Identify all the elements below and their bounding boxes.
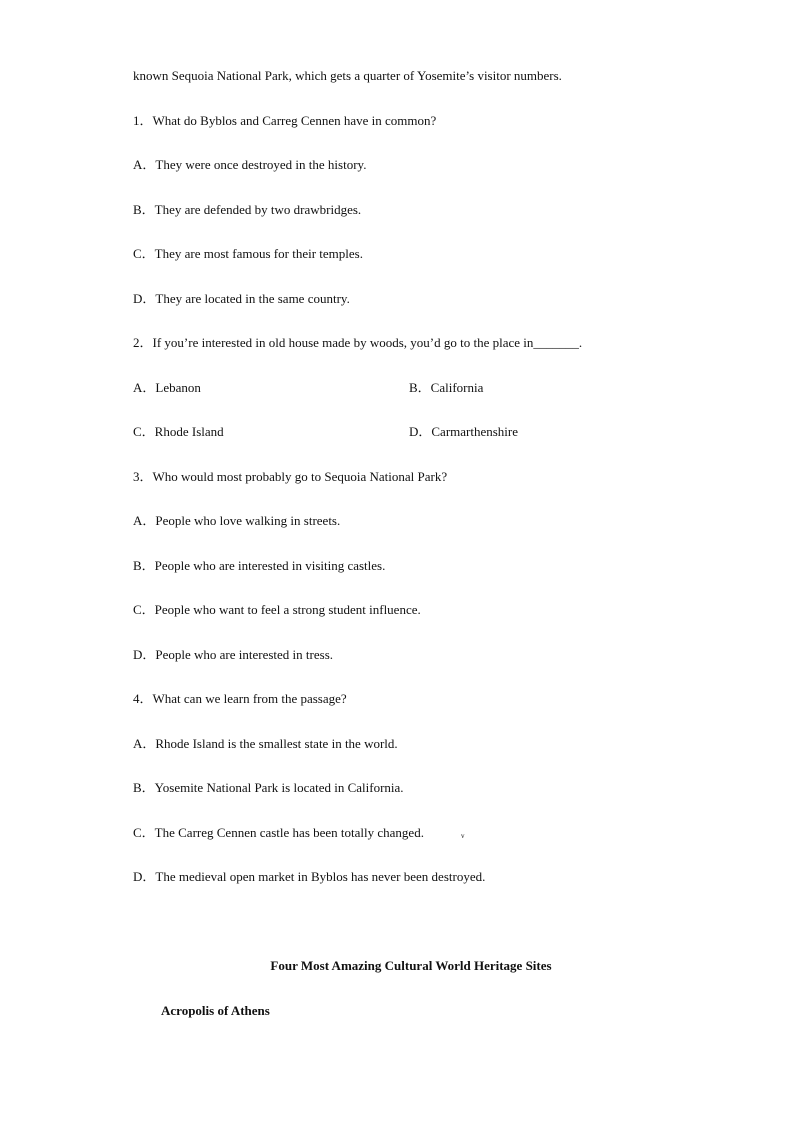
q3-option-c: C．People who want to feel a strong student influence. (133, 602, 421, 617)
q1-option-d: D．They are located in the same country. (133, 291, 350, 306)
stray-mark: v (461, 832, 465, 840)
q1-option-c: C．They are most famous for their temples. (133, 246, 363, 261)
q4-option-d: D．The medieval open market in Byblos has never been destroyed. (133, 869, 486, 884)
q3-option-b: B．People who are interested in visiting castles. (133, 558, 386, 573)
q2-option-d: D．Carmarthenshire (409, 424, 519, 439)
q1-option-a: A．They were once destroyed in the history. (133, 157, 367, 172)
q3-option-d: D．People who are interested in tress. (133, 647, 334, 662)
question-3: 3．Who would most probably go to Sequoia National Park? (133, 469, 448, 484)
section-subtitle: Acropolis of Athens (161, 1003, 270, 1018)
q4-option-c: C．The Carreg Cennen castle has been totally changed. (133, 825, 424, 840)
q2-option-c: C．Rhode Island (133, 424, 224, 439)
section-title: Four Most Amazing Cultural World Heritage Sites (270, 958, 552, 973)
q3-option-a: A．People who love walking in streets. (133, 513, 341, 528)
q1-option-b: B．They are defended by two drawbridges. (133, 202, 362, 217)
q4-option-a: A．Rhode Island is the smallest state in the world. (133, 736, 398, 751)
question-2: 2．If you’re interested in old house made by woods, you’d go to the place in_______. (133, 335, 583, 350)
q2-option-b: B．California (409, 380, 484, 395)
q2-option-a: A．Lebanon (133, 380, 201, 395)
question-1: 1．What do Byblos and Carreg Cennen have in common? (133, 113, 437, 128)
question-4: 4．What can we learn from the passage? (133, 691, 347, 706)
q4-option-b: B．Yosemite National Park is located in California. (133, 780, 404, 795)
intro-line: known Sequoia National Park, which gets a quarter of Yosemite’s visitor numbers. (133, 68, 562, 83)
